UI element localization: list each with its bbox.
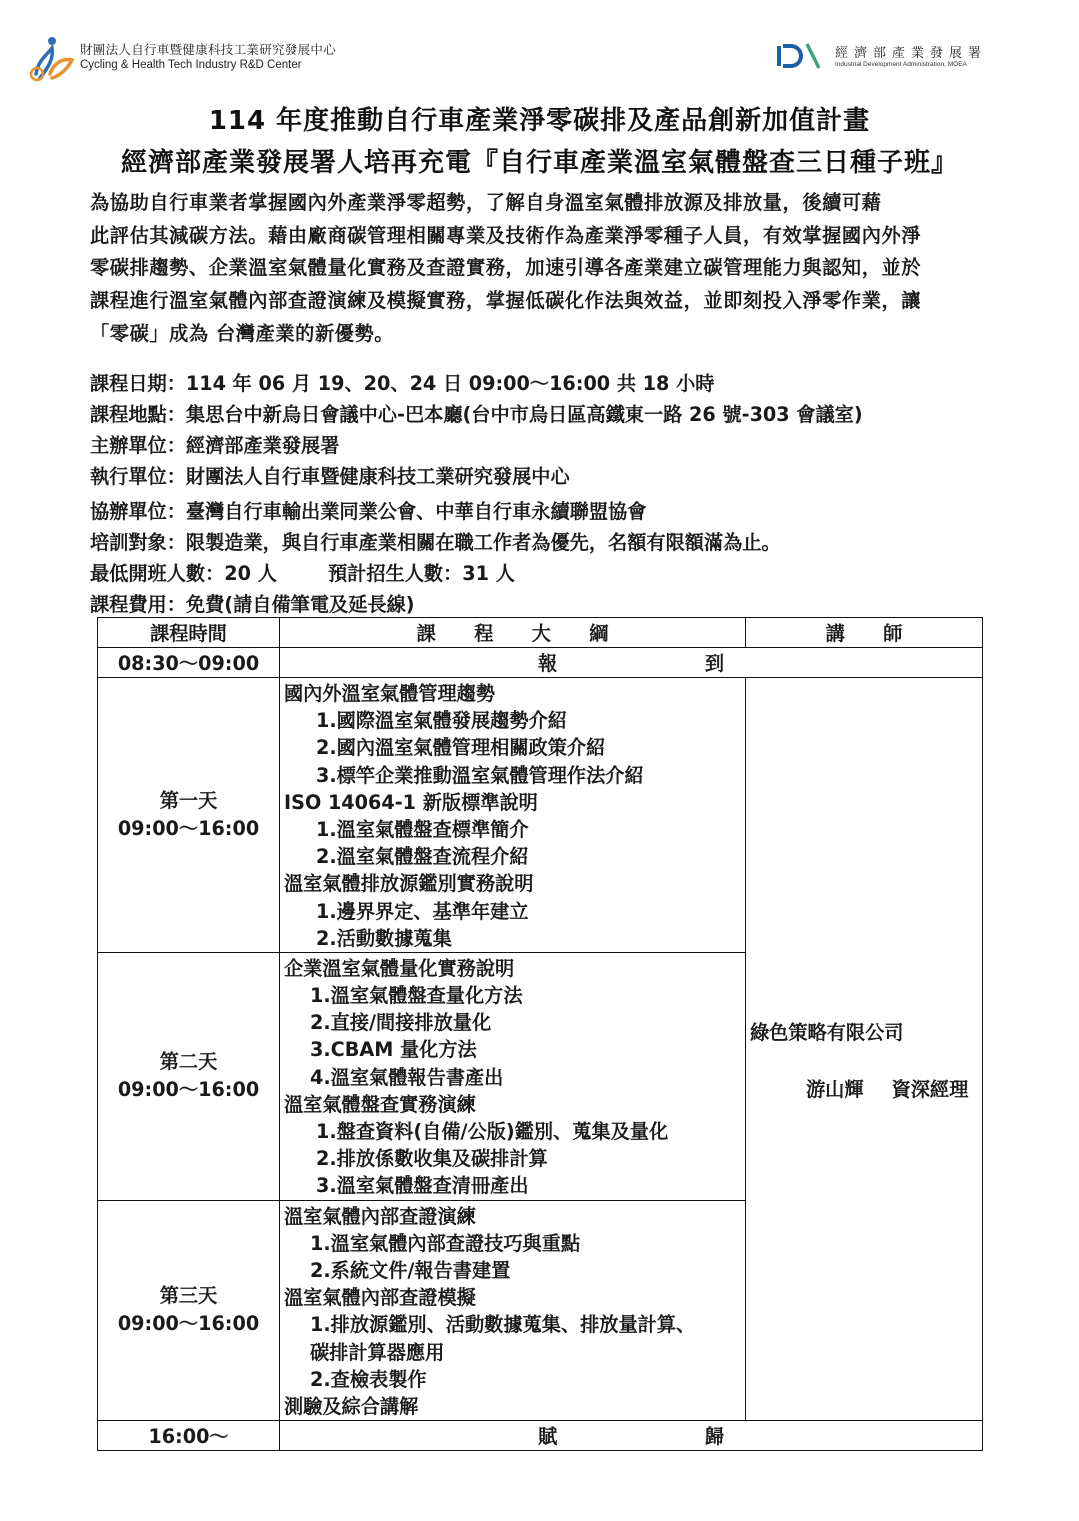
day-time: 09:00～16:00 <box>117 816 260 840</box>
outline-text: 1.溫室氣體盤查量化方法 <box>310 984 523 1008</box>
day-time: 09:00～16:00 <box>117 1078 260 1102</box>
outline-subitem <box>284 1145 741 1172</box>
registration-label-a: 報 <box>538 652 558 675</box>
document-title-line2: 經濟部產業發展署人培再充電『自行車產業溫室氣體盤查三日種子班』 <box>120 148 958 178</box>
day-cell <box>98 678 280 953</box>
closing-label-b: 歸 <box>704 1425 724 1449</box>
training-target: 培訓對象：限製造業，與自行車產業相關在職工作者為優先，名額有限額滿為止。 <box>90 531 781 554</box>
intro-line: 此評估其減碳方法。藉由廠商碳管理相關專業及技術作為產業淨零種子人員，有效掌握國內外淨 <box>90 223 922 247</box>
registration-label <box>280 648 983 678</box>
outline-text: 企業溫室氣體量化實務說明 <box>284 956 515 980</box>
outline-subitem <box>284 1339 741 1366</box>
outline-topic <box>284 955 741 982</box>
cycling-center-logo <box>28 34 337 86</box>
outline-text: 2.國內溫室氣體管理相關政策介紹 <box>316 736 606 760</box>
outline-topic <box>284 1203 741 1230</box>
outline-topic <box>284 1284 741 1311</box>
outline-text: 3.標竿企業推動溫室氣體管理作法介紹 <box>316 763 644 787</box>
outline-text: 1.排放源鑑別、活動數據蒐集、排放量計算、 <box>310 1313 696 1337</box>
outline-text: 1.溫室氣體內部查證技巧與重點 <box>310 1231 581 1255</box>
outline-topic <box>284 870 741 897</box>
intro-line: 課程進行溫室氣體內部查證演練及模擬實務，掌握低碳化作法與效益，並即刻投入淨零作業，讓 <box>90 289 922 313</box>
day-name: 第一天 <box>159 788 218 812</box>
outline-subitem <box>284 1118 741 1145</box>
table-header-row <box>98 618 983 648</box>
executor: 執行單位：財團法人自行車暨健康科技工業研究發展中心 <box>90 465 570 488</box>
outline-subitem <box>284 843 741 870</box>
closing-label-a: 賦 <box>538 1425 558 1449</box>
cycling-center-name-en: Cycling & Health Tech Industry R&D Center <box>80 59 302 71</box>
schedule-table <box>97 617 983 1451</box>
outline-text: 1.溫室氣體盤查標準簡介 <box>316 817 529 841</box>
outline-text: 2.查檢表製作 <box>310 1367 427 1391</box>
intro-line: 零碳排趨勢、企業溫室氣體量化實務及查證實務，加速引導各產業建立碳管理能力與認知，並於 <box>90 256 922 280</box>
outline-text: 2.排放係數收集及碳排計算 <box>316 1147 548 1171</box>
lecturer-cell <box>746 678 983 1421</box>
day-cell <box>98 1200 280 1421</box>
closing-row <box>98 1421 983 1451</box>
outline-subitem <box>284 1036 741 1063</box>
day-name: 第三天 <box>159 1284 218 1308</box>
outline-text: 溫室氣體內部查證模擬 <box>284 1286 476 1310</box>
organizer: 主辦單位：經濟部產業發展署 <box>90 434 340 457</box>
outline-text: 碳排計算器應用 <box>310 1340 445 1364</box>
registration-label-b: 到 <box>704 652 724 675</box>
outline-subitem <box>284 816 741 843</box>
outline-subitem <box>284 707 741 734</box>
outline-text: 4.溫室氣體報告書產出 <box>310 1065 504 1089</box>
day-outline <box>280 1200 746 1421</box>
lecturer-name: 游山輝 <box>806 1078 864 1102</box>
outline-text: 2.直接/間接排放量化 <box>310 1011 492 1035</box>
outline-subitem <box>284 898 741 925</box>
expected-students: 預計招生人數：31 人 <box>328 562 515 585</box>
outline-text: 2.系統文件/報告書建置 <box>310 1258 511 1282</box>
outline-topic <box>284 1091 741 1118</box>
day-time: 09:00～16:00 <box>117 1312 260 1336</box>
header-time: 課程時間 <box>98 618 280 648</box>
cyclist-logo-icon <box>28 34 76 82</box>
outline-topic <box>284 1393 741 1420</box>
closing-time: 16:00～ <box>98 1421 280 1451</box>
outline-subitem <box>284 1009 741 1036</box>
registration-row <box>98 648 983 678</box>
ida-name-zh: 經濟部產業發展署 <box>835 46 988 61</box>
day-cell <box>98 952 280 1200</box>
outline-text: 3.CBAM 量化方法 <box>310 1038 477 1062</box>
outline-subitem <box>284 1257 741 1284</box>
cycling-center-name-zh: 財團法人自行車暨健康科技工業研究發展中心 <box>80 42 337 57</box>
intro-line: 為協助自行車業者掌握國內外產業淨零超勢，了解自身溫室氣體排放源及排放量，後續可藉 <box>90 191 882 214</box>
outline-subitem <box>284 1311 741 1338</box>
header-outline: 課 程 大 綱 <box>280 618 746 648</box>
outline-subitem <box>284 762 741 789</box>
ida-logo <box>775 40 995 74</box>
outline-topic <box>284 789 741 816</box>
outline-text: 1.國際溫室氣體發展趨勢介紹 <box>316 709 567 733</box>
co-organizer: 協辦單位：臺灣自行車輸出業同業公會、中華自行車永續聯盟協會 <box>90 500 647 523</box>
day-name: 第二天 <box>159 1050 218 1074</box>
outline-subitem <box>284 1230 741 1257</box>
outline-subitem <box>284 1172 741 1199</box>
course-fee: 課程費用：免費(請自備筆電及延長線) <box>90 593 415 616</box>
intro-line: 「零碳」成為 台灣產業的新優勢。 <box>90 321 395 345</box>
outline-topic <box>284 680 741 707</box>
ida-logo-icon <box>775 40 823 70</box>
day-outline <box>280 678 746 953</box>
outline-text: 溫室氣體內部查證演練 <box>284 1204 476 1228</box>
outline-text: 1.邊界界定、基準年建立 <box>316 899 529 923</box>
outline-text: 溫室氣體排放源鑑別實務說明 <box>284 872 534 896</box>
outline-text: 1.盤查資料(自備/公版)鑑別、蒐集及量化 <box>316 1120 669 1143</box>
closing-label <box>280 1421 983 1451</box>
outline-text: 國內外溫室氣體管理趨勢 <box>284 682 496 705</box>
outline-text: 2.活動數據蒐集 <box>316 926 452 950</box>
document-title-line1: 114 年度推動自行車產業淨零碳排及產品創新加值計畫 <box>208 106 871 136</box>
outline-subitem <box>284 925 741 952</box>
day-outline <box>280 952 746 1200</box>
ida-name-en: Industrial Development Administration, MOEA <box>835 61 967 68</box>
outline-text: ISO 14064-1 新版標準說明 <box>284 790 538 814</box>
min-students: 最低開班人數：20 人 <box>90 562 277 585</box>
outline-text: 測驗及綜合講解 <box>284 1394 419 1418</box>
outline-text: 3.溫室氣體盤查清冊產出 <box>316 1174 529 1198</box>
lecturer-company: 綠色策略有限公司 <box>750 1021 904 1045</box>
lecturer-title: 資深經理 <box>891 1078 969 1102</box>
header-lecturer: 講 師 <box>746 618 983 648</box>
day-row <box>98 678 983 953</box>
course-date: 課程日期：114 年 06 月 19、20、24 日 09:00～16:00 共 18 小時 <box>90 372 715 395</box>
registration-time: 08:30～09:00 <box>98 648 280 678</box>
outline-subitem <box>284 1366 741 1393</box>
intro-paragraph <box>90 187 1015 351</box>
outline-text: 溫室氣體盤查實務演練 <box>284 1092 476 1116</box>
course-venue: 課程地點：集思台中新烏日會議中心-巴本廳(台中市烏日區高鐵東一路 26 號-303 會議室) <box>90 403 863 426</box>
outline-subitem <box>284 982 741 1009</box>
outline-text: 2.溫室氣體盤查流程介紹 <box>316 845 529 869</box>
outline-subitem <box>284 1064 741 1091</box>
outline-subitem <box>284 734 741 761</box>
